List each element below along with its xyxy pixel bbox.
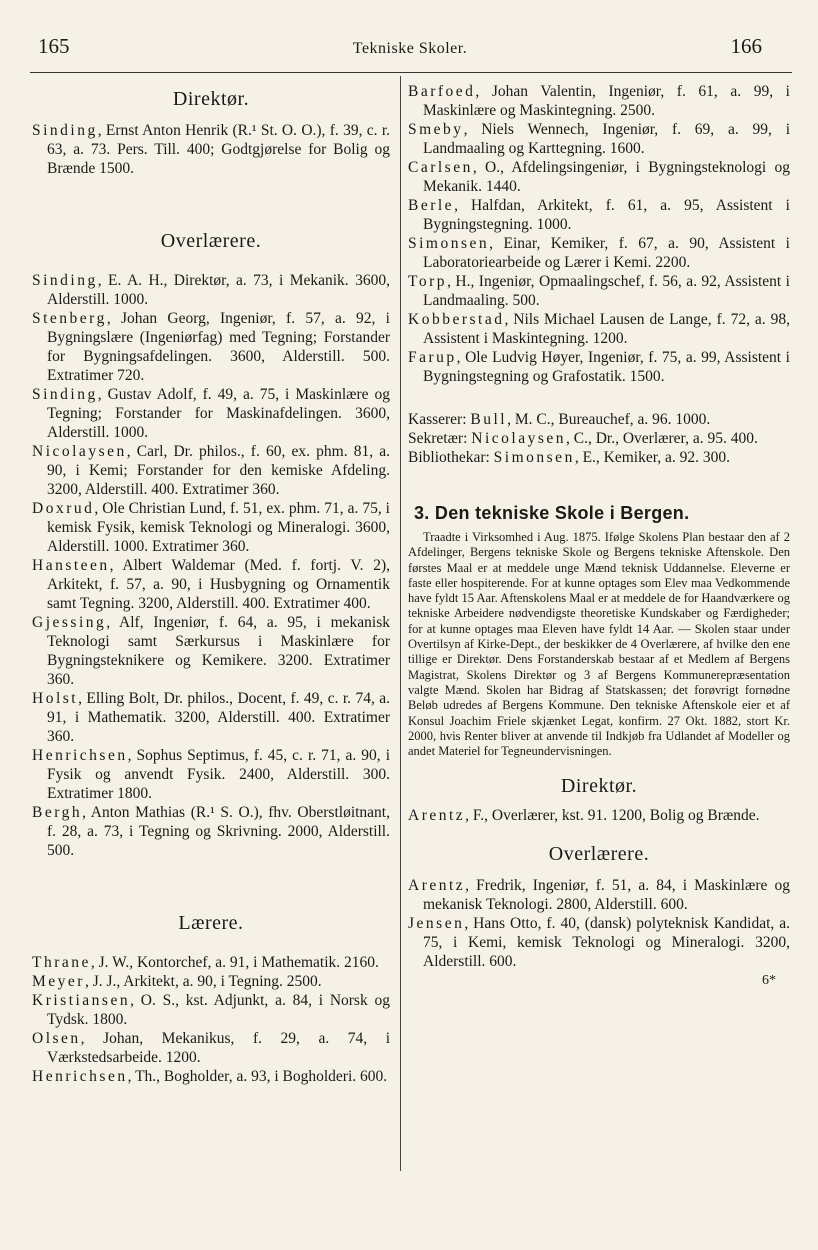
entry-text: , Johan, Mekanikus, f. 29, a. 74, i Værkstedsarbeide. 1200. (47, 1030, 390, 1066)
list-item (32, 556, 390, 613)
entry-text: , Ole Ludvig Høyer, Ingeniør, f. 75, a. 99, Assistent i Bygningstegning og Grafostatik. 1500. (423, 349, 790, 385)
list-item (408, 310, 790, 348)
entry-name: Carlsen (408, 159, 473, 176)
entry-name: Simonsen (408, 235, 490, 252)
list-item (408, 806, 790, 825)
entry-text: , J. W., Kontorchef, a. 91, i Mathematik. 2160. (90, 954, 379, 971)
right-direktor-list (408, 806, 790, 825)
entry-name: Kristiansen (32, 992, 131, 1009)
section-heading-direktor-bergen: Direktør. (560, 775, 638, 798)
page-number-left: 165 (38, 34, 70, 58)
entry-text: , Johan Georg, Ingeniør, f. 57, a. 92, i Bygningslære (Ingeniørfag) med Tegning; Forstander for Bygningsafdelingen. 3600, Alderstill. 500. Extratimer 720. (47, 310, 390, 384)
entry-name: Nicolaysen (471, 430, 567, 447)
entry-name: Nicolaysen (32, 443, 127, 460)
list-item (32, 953, 390, 972)
entry-name: Bergh (32, 804, 83, 821)
officer-label: Bibliothekar: (408, 449, 490, 466)
entry-name: Hansteen (32, 557, 110, 574)
column-separator (400, 76, 401, 1171)
entry-name: Arentz (408, 877, 466, 895)
section-heading-overlaerere: Overlærere. (160, 230, 262, 252)
list-item (408, 234, 790, 272)
list-item (408, 158, 790, 196)
entry-text: , Th., Bogholder, a. 93, i Bogholderi. 600. (127, 1068, 388, 1085)
entry-name: Smeby (408, 121, 464, 138)
list-item (32, 499, 390, 556)
entry-text: , O. S., kst. Adjunkt, a. 84, i Norsk og Tydsk. 1800. (47, 992, 390, 1028)
entry-name: Doxrud (32, 500, 95, 517)
entry-text: , Elling Bolt, Dr. philos., Docent, f. 49, c. r. 74, a. 91, i Mathematik. 3200, Alderstill. 400. Extratimer 360. (47, 690, 390, 745)
list-item (32, 271, 390, 309)
entry-name: Torp (408, 273, 448, 290)
entry-text: , Ernst Anton Henrik (R.¹ St. O. O.), f. 39, c. r. 63, a. 73. Pers. Till. 400; Godtgjørelse for Bolig og Brænde 1500. (47, 122, 390, 177)
list-item (408, 348, 790, 386)
list-item (32, 1029, 390, 1067)
entry-text: , Fredrik, Ingeniør, f. 51, a. 84, i Maskinlære og mekanisk Teknologi. 2800, Alderstill. 600. (423, 877, 790, 914)
officer-row (408, 410, 790, 429)
entry-text: , E. A. H., Direktør, a. 73, i Mekanik. 3600, Alderstill. 1000. (47, 272, 390, 308)
entry-text: , E., Kemiker, a. 92. 300. (574, 449, 731, 466)
list-item (32, 1067, 390, 1086)
running-header (30, 34, 790, 68)
right-laerere-continued (408, 82, 790, 386)
right-column (408, 82, 790, 989)
entry-text: , C., Dr., Overlærer, a. 95. 400. (566, 430, 758, 447)
list-item (32, 991, 390, 1029)
entry-text: , Gustav Adolf, f. 49, a. 75, i Maskinlære og Tegning; Forstander for Maskinafdelingen. 3600, Alderstill. 1000. (47, 386, 390, 441)
officer-row (408, 429, 790, 448)
entry-name: Jensen (408, 915, 465, 933)
left-overlaerere-list (32, 271, 390, 860)
officer-label: Kasserer: (408, 411, 467, 428)
list-item (408, 196, 790, 234)
list-item (408, 272, 790, 310)
entry-name: Farup (408, 349, 457, 366)
list-item (408, 914, 790, 971)
list-item (32, 972, 390, 991)
list-item (32, 803, 390, 860)
entry-text: , Nils Michael Lausen de Lange, f. 72, a. 98, Assistent i Maskintegning. 1200. (423, 311, 790, 347)
entry-text: , Halfdan, Arkitekt, f. 61, a. 95, Assistent i Bygningstegning. 1000. (423, 197, 790, 233)
entry-text: , Anton Mathias (R.¹ S. O.), fhv. Oberstløitnant, f. 28, a. 73, i Tegning og Skrivning. 2000, Alderstill. 500. (47, 804, 390, 859)
entry-name: Sinding (32, 386, 98, 403)
section-heading-laerere: Lærere. (178, 912, 244, 934)
entry-text: , Niels Wennech, Ingeniør, f. 69, a. 99, i Landmaaling og Karttegning. 1600. (423, 121, 790, 157)
list-item (32, 121, 390, 178)
officer-row (408, 448, 790, 467)
list-item (32, 309, 390, 385)
entry-text: , Alf, Ingeniør, f. 64, a. 95, i mekanisk Teknologi samt Særkursus i Maskinlære for Bygningsteknikere og Kemikere. 3200. Extratimer 360. (47, 614, 390, 688)
bergen-heading: 3. Den tekniske Skole i Bergen. (414, 503, 690, 523)
bergen-description: Traadte i Virksomhed i Aug. 1875. Ifølge Skolens Plan bestaar den af 2 Afdelinger, Bergens tekniske Skole og Bergens tekniske Aftenskole. Den førstes Maal er at meddele unge Mænd teknisk Uddannelse. Eleverne er faste eller hospiterende. For at kunne optages som Elev maa Vedkommende have fyldt 15 Aar. Aftenskolens Maal er at meddele de for Haandværkere og tekniske Arbeidere nødvendigste theoretiske Kundskaber og Færdigheder; for at kunne optages maa Eleven have fyldt 14 Aar. — Skolen staar under Overtilsyn af Kirke-Dept., der beskikker de 4 Overlærere, af hvilke den ene tillige er Direktør. Dens Forstanderskab bestaar af et Medlem af Bergens Magistrat, Skolens Direktør og 3 af Bergens Kommunerepræsentation valgte Mænd. Skolen har Bidrag af Statskassen; det forøvrigt fornødne Beløb udredes af Bergens Kommune. Den tekniske Aftenskole eier et af Konsul Joachim Friele skjænket Legat, konfirm. 27 Okt. 1882, stort Kr. 2000, hvis Renter bliver at anvende til Indkjøb fra Udlandet af Modeller og andet Materiel for Tegneundervisningen. (408, 530, 790, 759)
list-item (32, 746, 390, 803)
entry-name: Kobberstad (408, 311, 505, 328)
entry-name: Bull (470, 411, 508, 428)
entry-name: Olsen (32, 1030, 81, 1047)
section-heading-overlaerere-bergen: Overlærere. (548, 843, 650, 866)
officers-list (408, 410, 790, 467)
entry-text: , Carl, Dr. philos., f. 60, ex. phm. 81, a. 90, i Kemi; Forstander for den kemiske Afdeling. 3200, Alderstill. 400. Extratimer 360. (47, 443, 390, 498)
entry-text: , Einar, Kemiker, f. 67, a. 90, Assistent i Laboratoriearbeide og Lærer i Kemi. 2200. (423, 235, 790, 271)
entry-name: Barfoed (408, 83, 476, 100)
officer-label: Sekretær: (408, 430, 468, 447)
entry-name: Gjessing (32, 614, 107, 631)
right-overlaerere-list (408, 876, 790, 971)
signature-mark: 6* (762, 973, 776, 989)
entry-name: Sinding (32, 272, 98, 289)
list-item (32, 385, 390, 442)
entry-text: , Ole Christian Lund, f. 51, ex. phm. 71, a. 75, i kemisk Fysik, kemisk Teknologi og Mineralogi. 3600, Alderstill. 1000. Extratimer 360. (47, 500, 390, 555)
entry-name: Berle (408, 197, 455, 214)
header-rule (30, 72, 792, 73)
entry-name: Sinding (32, 122, 98, 139)
list-item (408, 876, 790, 914)
entry-name: Simonsen (493, 449, 575, 466)
entry-text: , Johan Valentin, Ingeniør, f. 61, a. 99, i Maskinlære og Maskintegning. 2500. (423, 83, 790, 119)
left-laerere-list (32, 953, 390, 1086)
entry-name: Henrichsen (32, 1068, 128, 1085)
list-item (32, 689, 390, 746)
list-item (32, 613, 390, 689)
entry-text: , O., Afdelingsingeniør, i Bygningsteknologi og Mekanik. 1440. (423, 159, 790, 195)
left-column (32, 82, 390, 1086)
page-number-right: 166 (730, 34, 762, 58)
entry-text: , J. J., Arkitekt, a. 90, i Tegning. 2500. (84, 973, 322, 990)
entry-name: Meyer (32, 973, 85, 990)
list-item (408, 120, 790, 158)
list-item (408, 82, 790, 120)
entry-name: Henrichsen (32, 747, 128, 764)
section-heading-direktor: Direktør. (172, 88, 250, 110)
list-item (32, 442, 390, 499)
entry-text: , Sophus Septimus, f. 45, c. r. 71, a. 90, i Fysik og anvendt Fysik. 2400, Alderstill. 300. Extratimer 1800. (47, 747, 390, 802)
entry-text: , Albert Waldemar (Med. f. fortj. V. 2), Arkitekt, f. 57, a. 90, i Husbygning og Ornamentik samt Tegning. 3200, Alderstill. 400. Extratimer 400. (47, 557, 390, 612)
entry-name: Stenberg (32, 310, 107, 327)
entry-name: Thrane (32, 954, 91, 971)
entry-name: Arentz (408, 807, 466, 825)
left-direktor-list (32, 121, 390, 178)
entry-text: , Hans Otto, f. 40, (dansk) polyteknisk Kandidat, a. 75, i Kemi, kemisk Teknologi og Mineralogi. 3200, Alderstill. 600. (423, 915, 790, 971)
entry-text: , F., Overlærer, kst. 91. 1200, Bolig og Brænde. (465, 807, 760, 825)
entry-text: , M. C., Bureauchef, a. 96. 1000. (507, 411, 711, 428)
entry-name: Holst (32, 690, 79, 707)
entry-text: , H., Ingeniør, Opmaalingschef, f. 56, a. 92, Assistent i Landmaaling. 500. (423, 273, 790, 309)
running-title: Tekniske Skoler. (352, 40, 468, 57)
